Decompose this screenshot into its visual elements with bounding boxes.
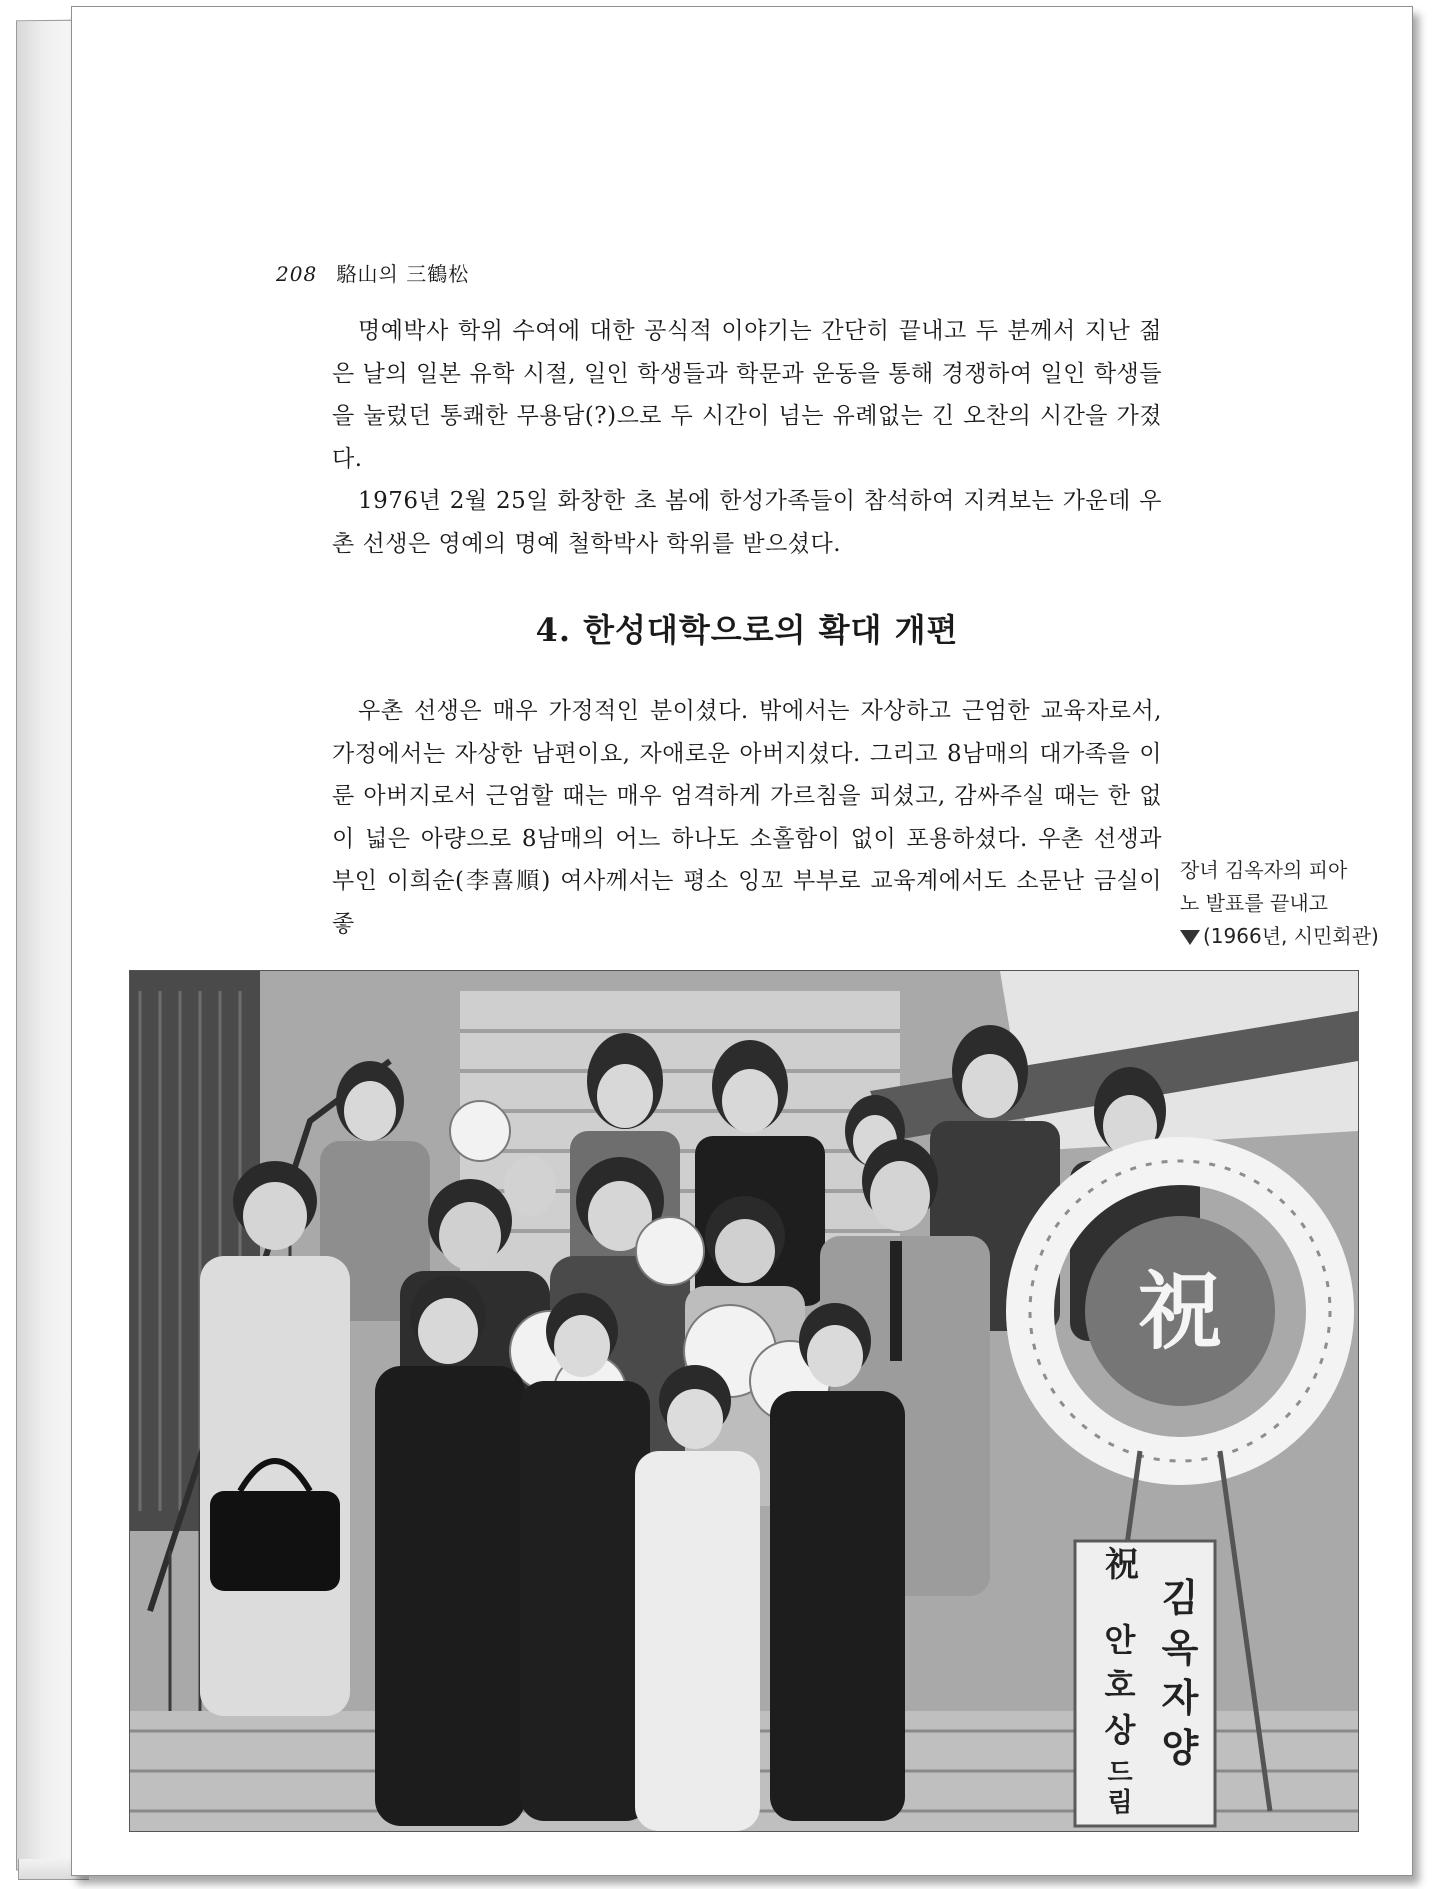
page-number: 208 [276, 262, 318, 286]
banner-sub-2: 상 [1104, 1711, 1136, 1749]
banner-sub-1: 호 [1104, 1666, 1136, 1704]
book-spine [16, 20, 76, 1871]
paragraph-1: 명예박사 학위 수여에 대한 공식적 이야기는 간단히 끝내고 두 분께서 지난 젊은 날의 일본 유학 시절, 일인 학생들과 학문과 운동을 통해 경쟁하여 일인 학생들을 눌렀던 통쾌한 무용담(?)으로 두 시간이 넘는 유례없는 긴 오찬의 시간을 가졌다. [332, 318, 1162, 472]
triangle-pointer-icon [1180, 930, 1200, 945]
photo-caption [1180, 854, 1395, 953]
paragraph-2: 1976년 2월 25일 화창한 초 봄에 한성가족들이 참석하여 지켜보는 가운데 우촌 선생은 영예의 명예 철학박사 학위를 받으셨다. [332, 488, 1162, 557]
wreath-character: 祝 [1137, 1262, 1223, 1361]
book-title: 駱山의 三鶴松 [336, 262, 470, 286]
banner-sub-3: 드 [1107, 1758, 1133, 1788]
caption-line-2: 노 발표를 끝내고 [1180, 891, 1328, 915]
banner-char-0: 祝 [1105, 1545, 1139, 1585]
banner-char-2: 옥 [1161, 1626, 1199, 1670]
caption-line-3-wrap [1180, 920, 1395, 953]
banner-char-4: 양 [1161, 1726, 1199, 1770]
caption-line-1: 장녀 김옥자의 피아 [1180, 858, 1348, 882]
running-head [276, 258, 469, 287]
banner-char-1: 김 [1161, 1576, 1199, 1620]
caption-line-3: (1966년, 시민회관) [1203, 924, 1379, 948]
family-photo-illustration [130, 971, 1358, 1831]
section-heading: 4. 한성대학으로의 확대 개편 [535, 611, 959, 649]
family-photo [129, 970, 1359, 1832]
section-paragraph: 우촌 선생은 매우 가정적인 분이셨다. 밖에서는 자상하고 근엄한 교육자로서, 가정에서는 자상한 남편이요, 자애로운 아버지셨다. 그리고 8남매의 대가족을 이룬 아버지로서 근엄할 때는 매우 엄격하게 가르침을 피셨고, 감싸주실 때는 한 없이 넓은 아량으로 8남매의 어느 하나도 소홀함이 없이 포용하셨다. 우촌 선생과 부인 이희순(李喜順) 여사께서는 평소 잉꼬 부부로 교육계에서도 소문난 금실이 좋 [332, 698, 1162, 937]
banner-sub-0: 안 [1104, 1621, 1136, 1659]
banner-char-3: 자 [1161, 1676, 1199, 1720]
banner-sub-4: 림 [1107, 1788, 1133, 1818]
